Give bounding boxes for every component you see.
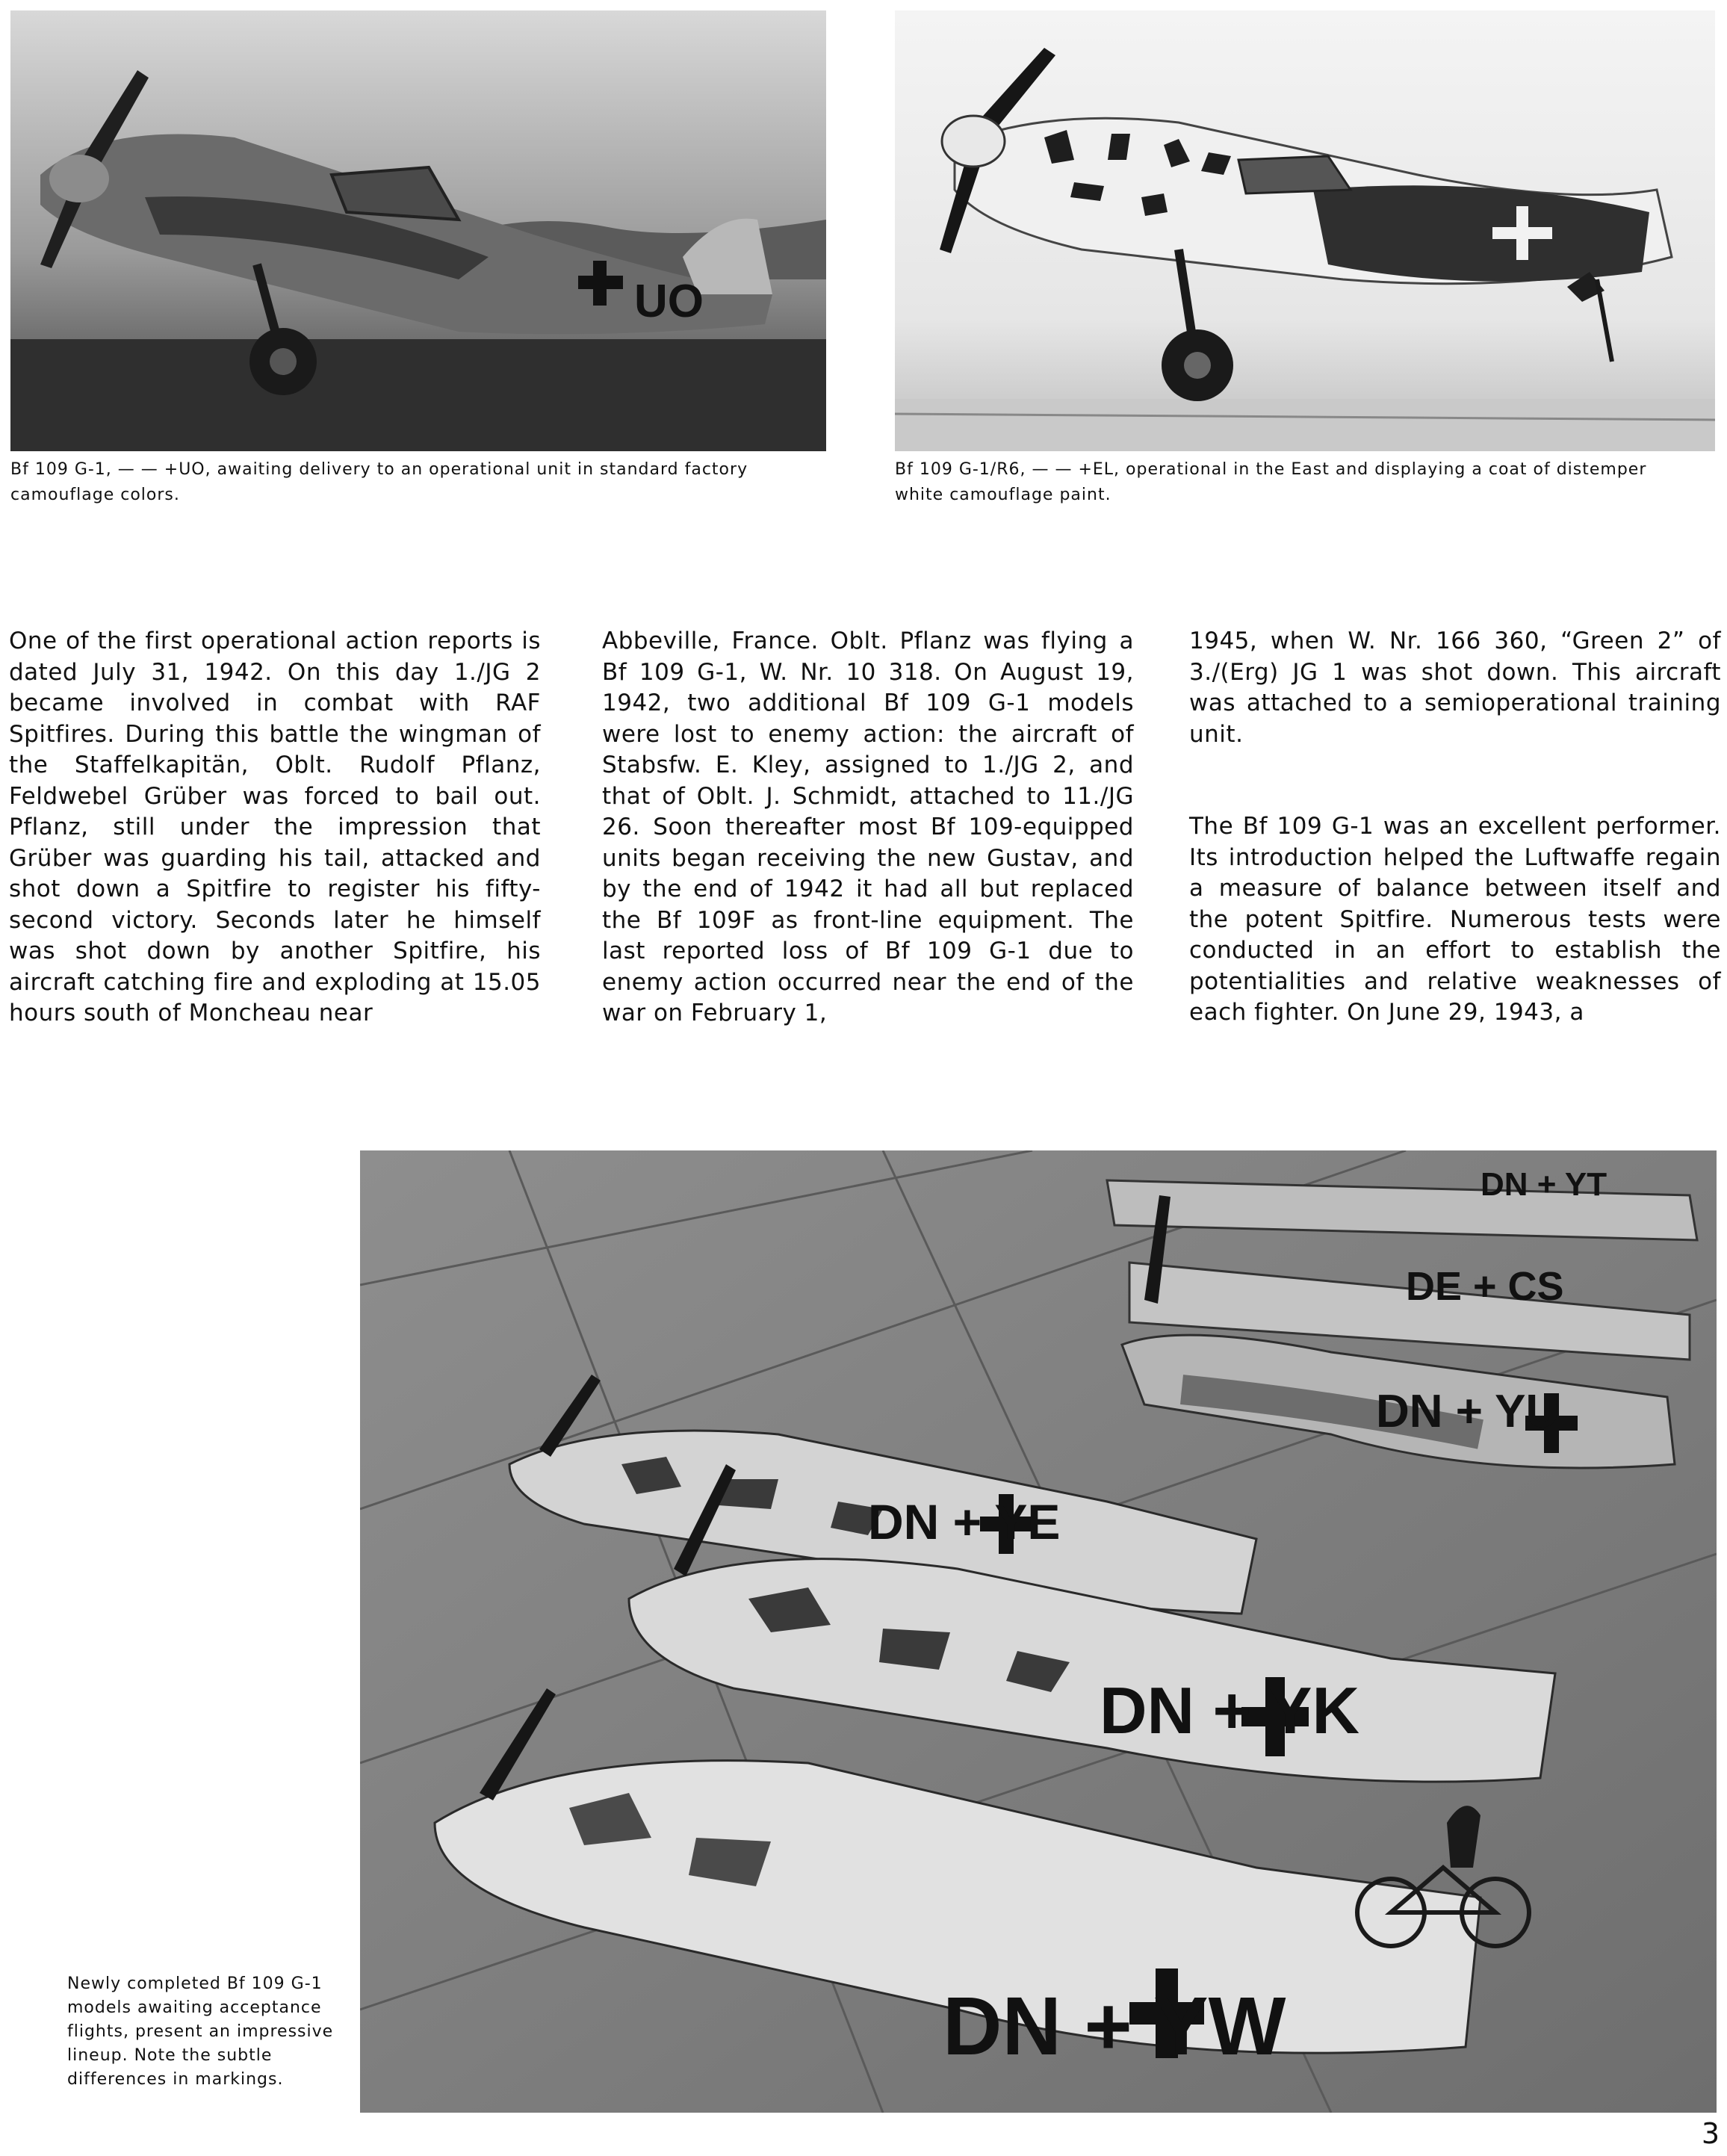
marking-row1: DN + YT [1480, 1166, 1607, 1203]
caption-bottom: Newly completed Bf 109 G-1 models awaiting acceptance flights, present an impressive lineup. Note the subtle differences in markings. [67, 1974, 334, 2089]
text-column-2 [602, 626, 1134, 1029]
photo-marking-uo: UO [634, 276, 704, 327]
body-paragraph-3: 1945, when W. Nr. 166 360, “Green 2” of 3./(Erg) JG 1 was shot down. This aircraft was attached to a semioperational training unit. [1189, 628, 1721, 748]
marking-row4: DN + YE [868, 1494, 1061, 1549]
photo-bf109-g1-r6-el [895, 10, 1715, 451]
marking-row2: DE + CS [1406, 1264, 1564, 1309]
marking-row3: DN + YU [1376, 1386, 1560, 1437]
photo-bf109-lineup [360, 1150, 1717, 2113]
marking-row6: DN + YW [943, 1980, 1286, 2072]
marking-row5: DN + YK [1100, 1673, 1360, 1747]
body-paragraph-4: The Bf 109 G-1 was an excellent performer. Its introduction helped the Luftwaffe regain a measure of balance between itself and the potent Spitfire. Numerous tests were conducted in an effort to establish the potentialities and relative weaknesses of each fighter. On June 29, 1943, a [1189, 813, 1721, 1026]
photo-bf109-g1-uo [10, 10, 826, 451]
text-column-1 [9, 626, 541, 1029]
page-number: 3 [1701, 2117, 1720, 2150]
caption-top-right: Bf 109 G-1/R6, — — +EL, operational in the East and displaying a coat of distemper white camouflage paint. [895, 460, 1647, 504]
caption-top-left: Bf 109 G-1, — — +UO, awaiting delivery to an operational unit in standard factory camouflage colors. [10, 460, 748, 504]
text-column-3 [1189, 626, 1721, 1029]
body-paragraph-1: One of the first operational action reports is dated July 31, 1942. On this day 1./JG 2 became involved in combat with RAF Spitfires. During this battle the wingman of the Staffelkapitän, Oblt. Rudolf Pflanz, Feldwebel Grüber was forced to bail out. Pflanz, still under the impression that Grüber was guarding his tail, attacked and shot down a Spitfire to register his fifty-second victory. Seconds later he himself was shot down by another Spitfire, his aircraft catching fire and exploding at 15.05 hours south of Moncheau near [9, 628, 541, 1026]
body-paragraph-2: Abbeville, France. Oblt. Pflanz was flying a Bf 109 G-1, W. Nr. 10 318. On August 19, 1942, two additional Bf 109 G-1 models were lost to enemy action: the aircraft of Stabsfw. E. Kley, assigned to 1./JG 2, and that of Oblt. J. Schmidt, attached to 11./JG 26. Soon thereafter most Bf 109-equipped units began receiving the new Gustav, and by the end of 1942 it had all but replaced the Bf 109F as front-line equipment. The last reported loss of Bf 109 G-1 due to enemy action occurred near the end of the war on February 1, [602, 628, 1134, 1026]
